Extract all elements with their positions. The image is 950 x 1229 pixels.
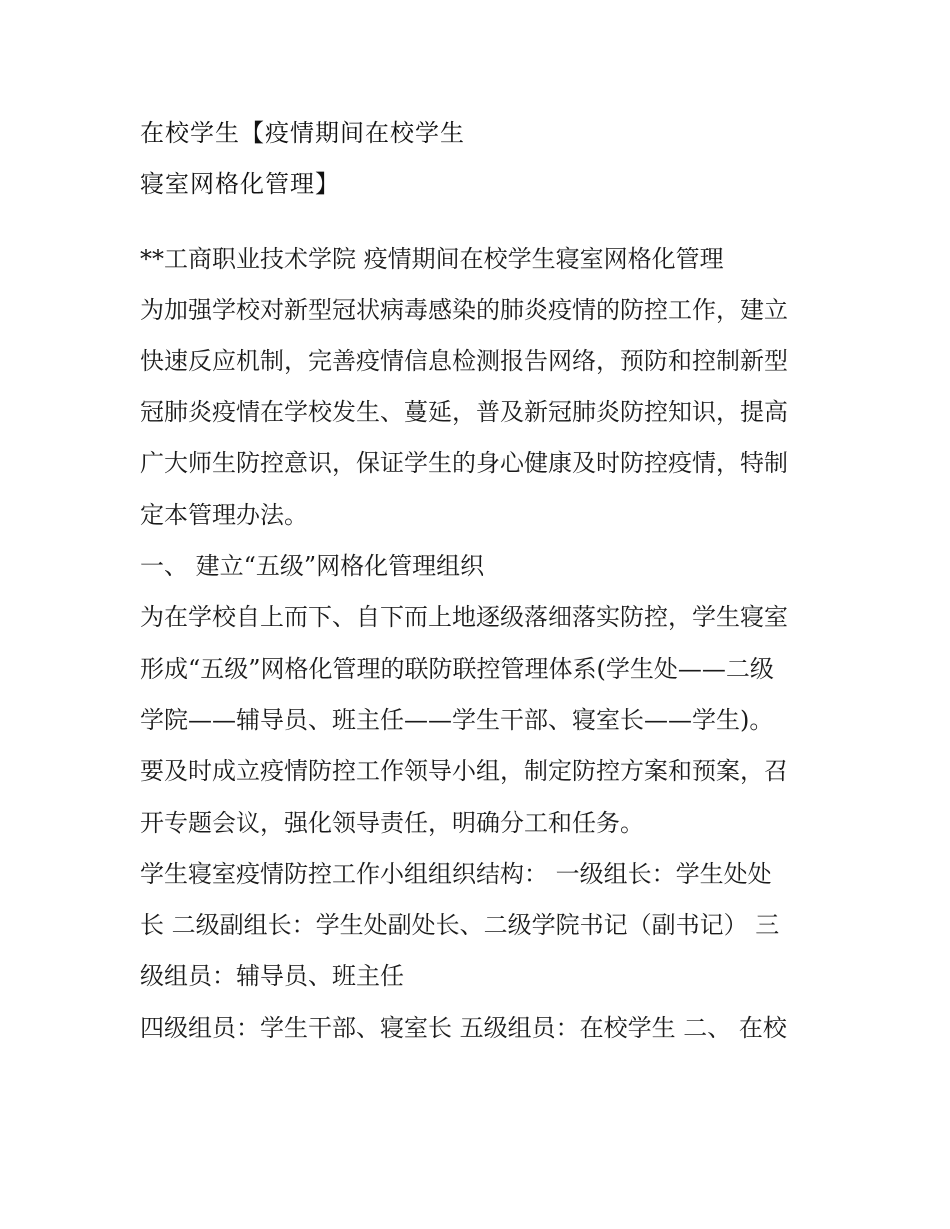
title-line: 在校学生【疫情期间在校学生 [140,119,465,147]
body-line: 广大师生防控意识，保证学生的身心健康及时防控疫情，特制 [140,449,788,478]
body-line: 四级组员：学生干部、寝室长 五级组员：在校学生 二、 在校 [140,1013,787,1042]
body-line: 定本管理办法。 [140,500,308,529]
document-title [140,108,830,211]
body-line: 形成“五级”网格化管理的联防联控管理体系(学生处——二级 [140,654,774,683]
body-line: 为在学校自上而下、自下而上地逐级落细落实防控，学生寝室 [140,603,788,632]
body-line: 为加强学校对新型冠状病毒感染的肺炎疫情的防控工作，建立 [140,295,788,324]
title-line: 寝室网格化管理】 [140,170,340,199]
body-line: 学院——辅导员、班主任——学生干部、寝室长——学生)。 [140,705,774,734]
body-line: 要及时成立疫情防控工作领导小组，制定防控方案和预案，召 [140,757,788,786]
document-page [140,108,830,1054]
document-body [140,239,830,1054]
body-line: 长 二级副组长：学生处副处长、二级学院书记（副书记） 三 [140,911,780,940]
body-line: 开专题会议，强化领导责任，明确分工和任务。 [140,808,644,837]
body-line: 快速反应机制，完善疫情信息检测报告网络，预防和控制新型 [140,346,788,375]
body-line: 级组员：辅导员、班主任 [140,962,404,991]
section-heading: 一、 建立“五级”网格化管理组织 [140,552,485,581]
body-line: 冠肺炎疫情在学校发生、蔓延，普及新冠肺炎防控知识，提高 [140,398,788,427]
body-line: 学生寝室疫情防控工作小组组织结构： 一级组长：学生处处 [140,859,772,888]
body-line: **工商职业技术学院 疫情期间在校学生寝室网格化管理 [140,244,724,273]
